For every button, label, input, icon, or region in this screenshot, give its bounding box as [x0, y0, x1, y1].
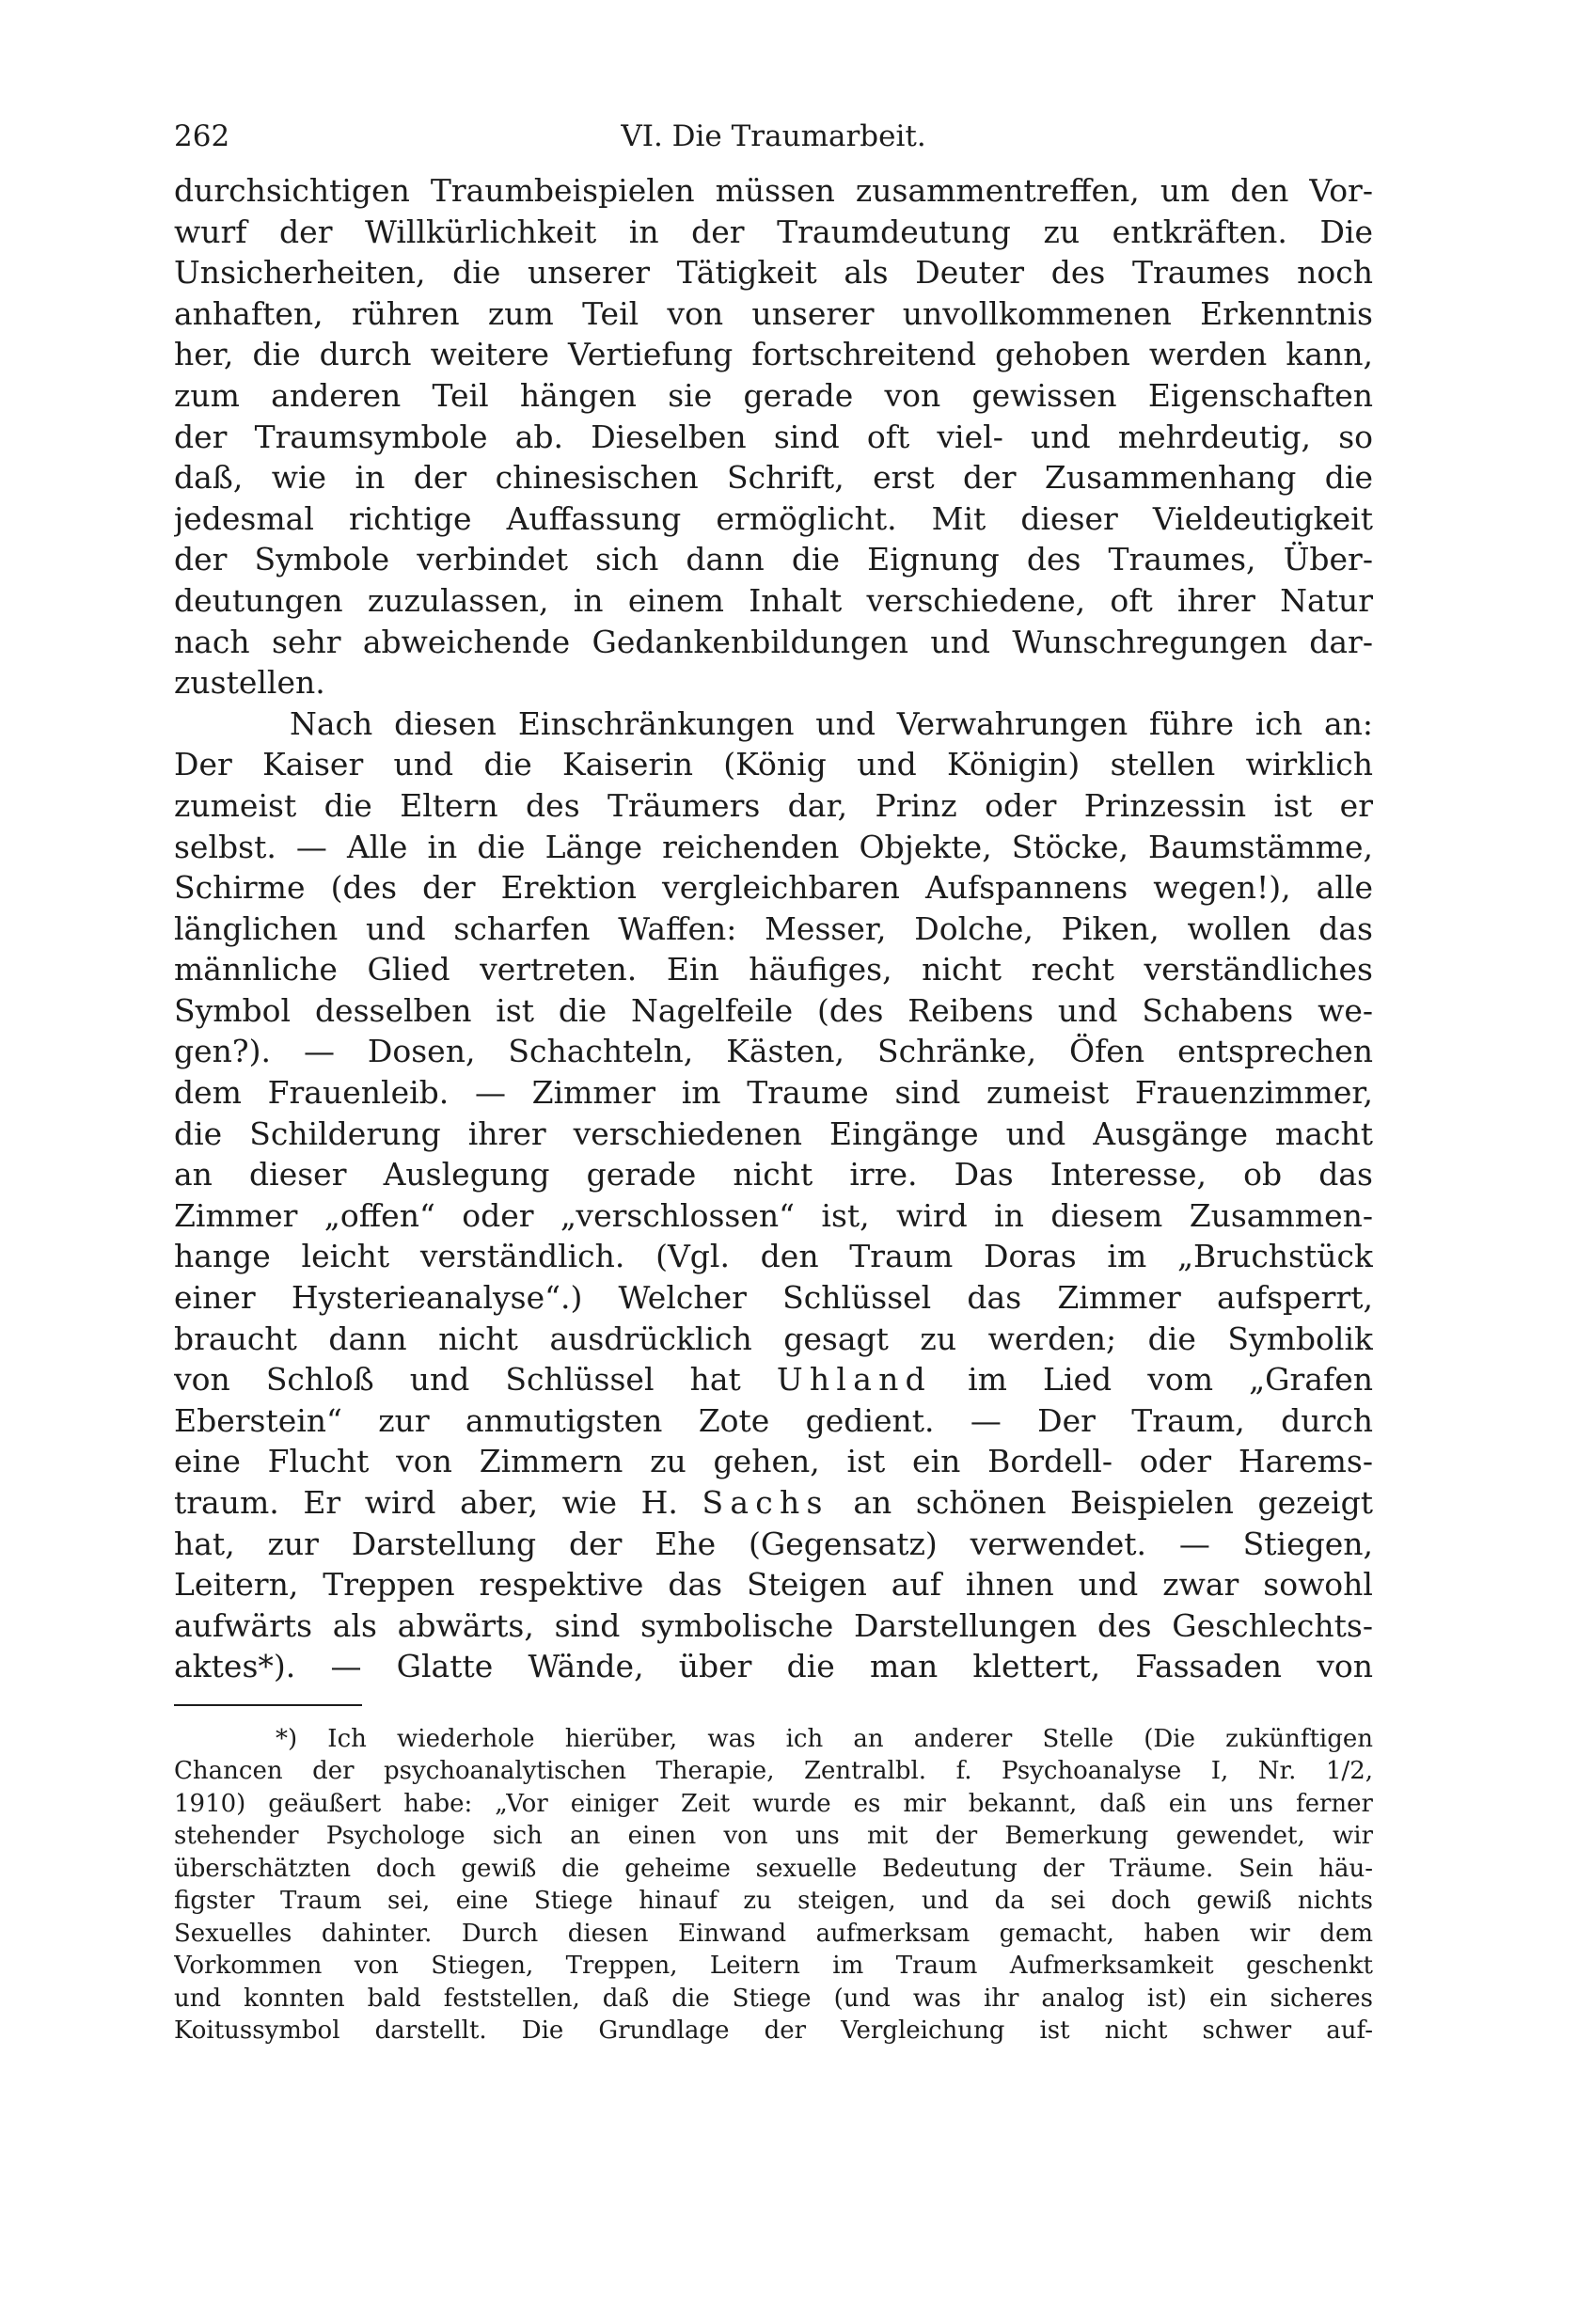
footnote-line: und konnten bald feststellen, daß die Stiege (und was ihr analog ist) ein sicheres	[174, 1984, 1373, 2013]
main-text	[174, 170, 1373, 1687]
text-line: dem Frauenleib. — Zimmer im Traume sind zumeist Frauenzimmer,	[174, 1074, 1373, 1112]
text-line: jedesmal richtige Auffassung ermöglicht. Mit dieser Vieldeutigkeit	[174, 499, 1373, 537]
text-line: Zimmer „offen“ oder „verschlossen“ ist, wird in diesem Zusammen-	[174, 1196, 1373, 1234]
text-line: Symbol desselben ist die Nagelfeile (des Reibens und Schabens we-	[174, 991, 1373, 1029]
text-line: Unsicherheiten, die unserer Tätigkeit als Deuter des Traumes noch	[174, 254, 1373, 292]
text-line: braucht dann nicht ausdrücklich gesagt zu werden; die Symbolik	[174, 1320, 1373, 1357]
text-line	[174, 1482, 1373, 1524]
footnote-line: figster Traum sei, eine Stiege hinauf zu steigen, und da sei doch gewiß nichts	[174, 1887, 1373, 1916]
text-line: Schirme (des der Erektion vergleichbaren Aufspannens wegen!), alle	[174, 869, 1373, 907]
text-line: aufwärts als abwärts, sind symbolische Darstellungen des Geschlechts-	[174, 1606, 1373, 1644]
footnote-line: 1910) geäußert habe: „Vor einiger Zeit wurde es mir bekannt, daß ein uns ferner	[174, 1789, 1373, 1818]
footnote-line: Sexuelles dahinter. Durch diesen Einwand aufmerksam gemacht, haben wir dem	[174, 1919, 1373, 1948]
text-line: deutungen zuzulassen, in einem Inhalt verschiedene, oft ihrer Natur	[174, 581, 1373, 619]
footnote-line: Koitussymbol darstellt. Die Grundlage der Vergleichung ist nicht schwer auf-	[174, 2016, 1373, 2046]
text-line: der Traumsymbole ab. Dieselben sind oft viel- und mehrdeutig, so	[174, 418, 1373, 455]
text-line: hange leicht verständlich. (Vgl. den Traum Doras im „Bruchstück	[174, 1238, 1373, 1275]
text-line: zustellen.	[174, 664, 325, 702]
footnote-line: überschätzten doch gewiß die geheime sexuelle Bedeutung der Träume. Sein häu-	[174, 1854, 1373, 1883]
author-name-uhland: Uhland	[776, 1361, 933, 1399]
text-line: eine Flucht von Zimmern zu gehen, ist ein Bordell- oder Harems-	[174, 1443, 1373, 1480]
text-line: daß, wie in der chinesischen Schrift, erst der Zusammenhang die	[174, 459, 1373, 497]
text-line: durchsichtigen Traumbeispielen müssen zusammentreffen, um den Vor-	[174, 172, 1373, 209]
text-line: die Schilderung ihrer verschiedenen Eingänge und Ausgänge macht	[174, 1115, 1373, 1152]
running-head: VI. Die Traumarbeit.	[621, 119, 926, 153]
author-name-sachs: Sachs	[702, 1484, 829, 1521]
text-line: gen?). — Dosen, Schachteln, Kästen, Schränke, Öfen entsprechen	[174, 1033, 1373, 1070]
text-line: Der Kaiser und die Kaiserin (König und Königin) stellen wirklich	[174, 746, 1373, 783]
page-number: 262	[174, 119, 230, 153]
text-line	[174, 1359, 1373, 1400]
text-line: anhaften, rühren zum Teil von unserer unvollkommenen Erkenntnis	[174, 294, 1373, 332]
text-line: nach sehr abweichende Gedankenbildungen und Wunschregungen dar-	[174, 623, 1373, 660]
text-line: zum anderen Teil hängen sie gerade von gewissen Eigenschaften	[174, 376, 1373, 414]
footnote-line: Vorkommen von Stiegen, Treppen, Leitern im Traum Aufmerksamkeit geschenkt	[174, 1952, 1373, 1981]
text-line: Leitern, Treppen respektive das Steigen auf ihnen und zwar sowohl	[174, 1566, 1373, 1604]
page-header	[174, 108, 1373, 165]
footnote-line: stehender Psychologe sich an einen von uns mit der Bemerkung gewendet, wir	[174, 1822, 1373, 1851]
text-segment: von Schloß und Schlüssel hat	[174, 1361, 777, 1399]
text-line: hat, zur Darstellung der Ehe (Gegensatz) verwendet. — Stiegen,	[174, 1525, 1373, 1562]
text-segment: traum. Er wird aber, wie H.	[174, 1484, 702, 1521]
text-line: männliche Glied vertreten. Ein häufiges, nicht recht verständliches	[174, 951, 1373, 988]
text-line: einer Hysterieanalyse“.) Welcher Schlüssel das Zimmer aufsperrt,	[174, 1279, 1373, 1317]
footnote-line: Chancen der psychoanalytischen Therapie, Zentralbl. f. Psychoanalyse I, Nr. 1/2,	[174, 1757, 1373, 1786]
footnote-divider	[174, 1704, 362, 1706]
footnote-line: *) Ich wiederhole hierüber, was ich an anderer Stelle (Die zukünftigen	[276, 1724, 1373, 1753]
text-line: aktes*). — Glatte Wände, über die man klettert, Fassaden von	[174, 1648, 1373, 1685]
paragraph-start-line: Nach diesen Einschränkungen und Verwahrungen führe ich an:	[290, 704, 1373, 742]
text-line: Eberstein“ zur anmutigsten Zote gedient. — Der Traum, durch	[174, 1401, 1373, 1439]
footnote	[174, 1723, 1373, 2047]
book-page	[174, 108, 1373, 2234]
text-line: her, die durch weitere Vertiefung fortschreitend gehoben werden kann,	[174, 336, 1373, 373]
text-line: selbst. — Alle in die Länge reichenden Objekte, Stöcke, Baumstämme,	[174, 828, 1373, 865]
text-segment: im Lied vom „Grafen	[932, 1361, 1373, 1399]
text-line: zumeist die Eltern des Träumers dar, Prinz oder Prinzessin ist er	[174, 786, 1373, 824]
text-line: der Symbole verbindet sich dann die Eignung des Traumes, Über-	[174, 541, 1373, 578]
text-line: länglichen und scharfen Waffen: Messer, Dolche, Piken, wollen das	[174, 909, 1373, 947]
text-line: an dieser Auslegung gerade nicht irre. Das Interesse, ob das	[174, 1156, 1373, 1194]
text-line: wurf der Willkürlichkeit in der Traumdeutung zu entkräften. Die	[174, 213, 1373, 250]
text-segment: an schönen Beispielen gezeigt	[828, 1484, 1373, 1521]
